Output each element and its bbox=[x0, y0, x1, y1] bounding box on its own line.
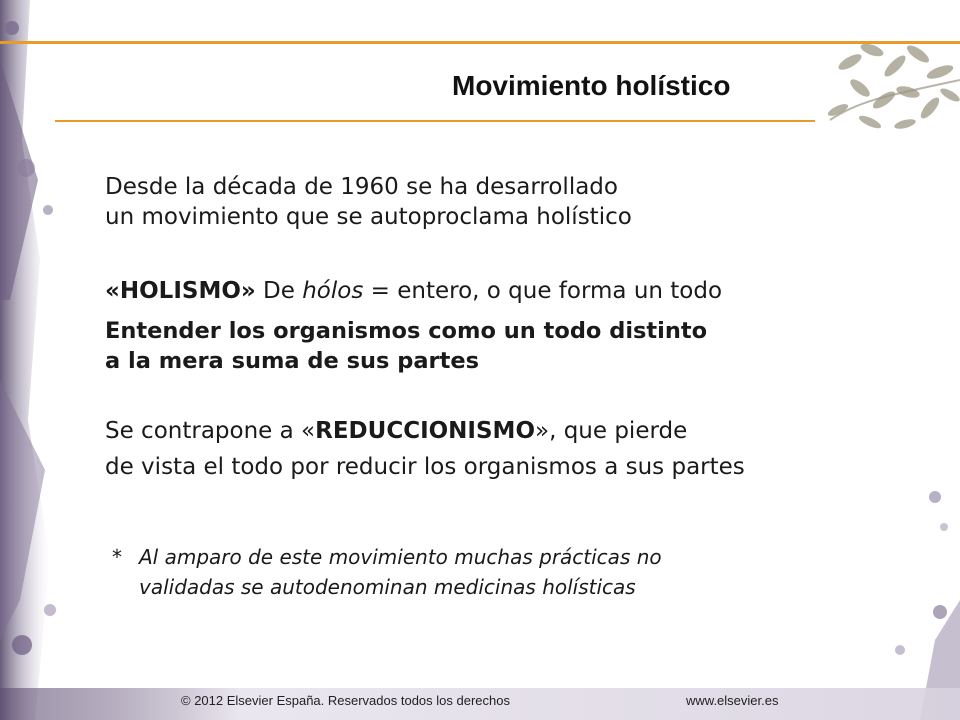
intro-line-1: Desde la década de 1960 se ha desarrollado bbox=[105, 174, 618, 200]
intro-paragraph bbox=[105, 172, 632, 232]
tree-branch-decoration bbox=[826, 41, 960, 131]
holismo-rest: = entero, o que forma un todo bbox=[363, 278, 723, 304]
reduccionismo-term: REDUCCIONISMO bbox=[315, 418, 535, 444]
footer-website: www.elsevier.es bbox=[686, 693, 779, 708]
right-hexagon-dot bbox=[933, 605, 947, 619]
contrast-line-2: de vista el todo por reducir los organismos a sus partes bbox=[105, 454, 745, 480]
definition-line-1: Entender los organismos como un todo distinto bbox=[105, 318, 708, 344]
contrast-paragraph bbox=[105, 413, 745, 485]
footnote-line-1: Al amparo de este movimiento muchas prácticas no bbox=[139, 545, 662, 569]
header-accent-line bbox=[0, 41, 960, 44]
tree-branch-decoration bbox=[830, 80, 960, 120]
contrast-before: Se contrapone a « bbox=[105, 418, 316, 444]
footnote-marker: * bbox=[112, 545, 122, 569]
left-hexagon-dot bbox=[43, 205, 53, 215]
holismo-prefix: De bbox=[255, 278, 303, 304]
slide-title: Movimiento holístico bbox=[452, 70, 731, 101]
right-hexagon-dot bbox=[940, 523, 948, 531]
contrast-after: », que pierde bbox=[535, 418, 688, 444]
holismo-term: «HOLISMO» bbox=[105, 278, 256, 304]
definition-paragraph bbox=[105, 316, 707, 376]
right-hexagon-dot bbox=[929, 491, 941, 503]
left-hexagon-dot bbox=[5, 21, 19, 35]
title-underline bbox=[55, 120, 815, 122]
definition-line-2: a la mera suma de sus partes bbox=[105, 348, 480, 374]
contrast-line-1 bbox=[105, 413, 745, 449]
right-hexagon-dot bbox=[895, 645, 905, 655]
holismo-word: hólos bbox=[302, 278, 364, 304]
footnote-line-2: validadas se autodenominan medicinas holísticas bbox=[139, 575, 636, 599]
intro-line-2: un movimiento que se autoproclama holístico bbox=[105, 204, 632, 230]
footnote-text bbox=[139, 542, 662, 602]
holismo-definition bbox=[105, 276, 722, 306]
footer-copyright: © 2012 Elsevier España. Reservados todos los derechos bbox=[181, 693, 510, 708]
left-hexagon-dot bbox=[17, 159, 35, 177]
left-hexagon-dot bbox=[12, 635, 32, 655]
left-hexagon-dot bbox=[44, 604, 56, 616]
